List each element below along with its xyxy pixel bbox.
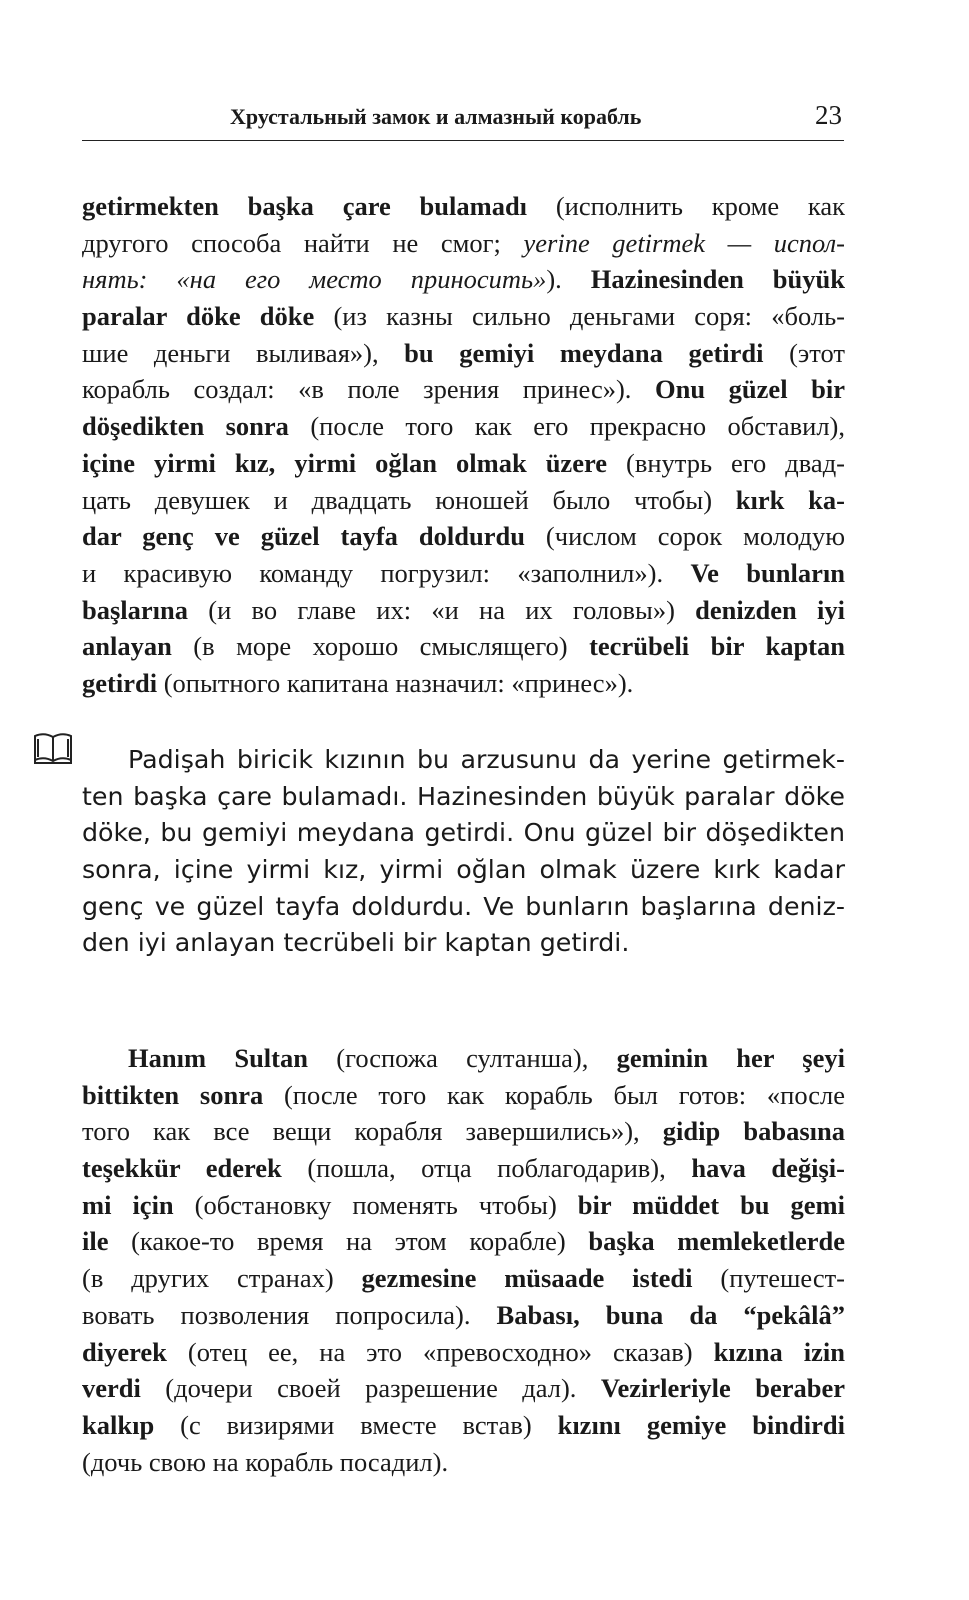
turkish-phrase: başka memleketlerde	[588, 1226, 846, 1257]
turkish-phrase: Ve bunların	[690, 557, 845, 588]
text-line	[82, 298, 845, 335]
translation-text: (в море хорошо смыслящего)	[171, 631, 590, 662]
turkish-phrase: Hazinesinden büyük	[590, 264, 845, 295]
text-line	[82, 628, 845, 665]
turkish-phrase: geminin her şeyi	[616, 1043, 845, 1073]
turkish-phrase: mi için	[82, 1189, 174, 1220]
turkish-phrase: döşedikten sonra	[82, 411, 289, 442]
translation-text: (дочь свою на корабль посадил).	[82, 1446, 449, 1477]
turkish-phrase: denizden iyi	[695, 594, 846, 625]
translation-text: (после того как его прекрасно обставил),	[288, 411, 845, 442]
text-line	[82, 225, 845, 262]
translation-text: того как все вещи корабля завершились»),	[82, 1116, 663, 1147]
turkish-phrase: gidip babasına	[662, 1116, 845, 1147]
translation-text: другого способа найти не смог;	[82, 227, 524, 258]
translation-text: цать девушек и двадцать юношей было чтобы)	[82, 484, 736, 515]
translation-text: (путешест-	[692, 1263, 845, 1294]
turkish-phrase: kızına izin	[713, 1336, 845, 1367]
book-icon	[32, 730, 74, 766]
translation-text: (внутрь его двад-	[607, 447, 845, 478]
turkish-phrase: teşekkür ederek	[82, 1153, 282, 1184]
translation-text: (и во главе их: «и на их головы»)	[188, 594, 696, 625]
turkish-phrase: dar genç ve güzel tayfa doldurdu	[82, 521, 525, 552]
translation-text: (пошла, отца поблагодарив),	[281, 1153, 692, 1184]
translation-text: и красивую команду погрузил: «заполнил»).	[82, 557, 691, 588]
text-line	[82, 1113, 845, 1150]
text-line	[82, 665, 845, 702]
text-line	[82, 371, 845, 408]
translation-text: (числом сорок молодую	[524, 521, 845, 552]
text-line	[82, 1297, 845, 1334]
turkish-phrase: paralar döke döke	[82, 301, 315, 332]
study-line: sonra, içine yirmi kız, yirmi oğlan olmak üzere kırk kadar	[82, 855, 845, 885]
turkish-phrase: hava değişi-	[691, 1153, 845, 1184]
study-line: döke, bu gemiyi meydana getirdi. Onu güzel bir döşedikten	[82, 818, 845, 848]
text-line	[82, 592, 845, 629]
text-line	[82, 1260, 845, 1297]
translation-text: шие деньги выливая»),	[82, 337, 405, 368]
text-line	[82, 445, 845, 482]
translation-paragraph-1	[82, 188, 845, 702]
turkish-phrase: Hanım Sultan	[128, 1043, 308, 1073]
text-line	[82, 261, 845, 298]
translation-text: (после того как корабль был готов: «после	[263, 1079, 845, 1110]
text-line	[82, 1407, 845, 1444]
turkish-phrase: bittikten sonra	[82, 1079, 264, 1110]
translation-text: (опытного капитана назначил: «принес»).	[157, 667, 634, 698]
turkish-phrase: tecrübeli bir kaptan	[589, 631, 845, 662]
turkish-phrase: bu gemiyi meydana getirdi	[404, 337, 764, 368]
note-phrase: нять: «на его место приносить»	[82, 264, 547, 295]
study-text	[82, 742, 845, 962]
translation-text: (из казны сильно деньгами соря: «боль-	[314, 301, 846, 332]
turkish-phrase: başlarına	[82, 594, 189, 625]
text-line	[82, 1040, 845, 1077]
translation-text: (с визирями вместе встав)	[154, 1409, 558, 1440]
turkish-phrase: bir müddet bu gemi	[577, 1189, 845, 1220]
study-line: den iyi anlayan tecrübeli bir kaptan getirdi.	[82, 928, 630, 958]
translation-text: (этот	[763, 337, 845, 368]
translation-text: вовать позволения попросила).	[82, 1299, 497, 1330]
page-header	[82, 96, 844, 141]
turkish-phrase: içine yirmi kız, yirmi oğlan olmak üzere	[82, 447, 608, 478]
turkish-phrase: getirdi	[82, 667, 158, 698]
text-line	[82, 1370, 845, 1407]
study-line: genç ve güzel tayfa doldurdu. Ve bunların başlarına deniz-	[82, 891, 845, 921]
note-phrase: yerine getirmek — испол-	[523, 227, 846, 258]
turkish-phrase: verdi	[82, 1373, 141, 1404]
text-line	[82, 518, 845, 555]
text-line	[82, 408, 845, 445]
turkish-phrase: kalkıp	[82, 1409, 155, 1440]
text-line	[82, 1223, 845, 1260]
translation-text: (обстановку поменять чтобы)	[173, 1189, 578, 1220]
study-line: ten başka çare bulamadı. Hazinesinden büyük paralar döke	[82, 781, 845, 811]
text-line	[82, 1187, 845, 1224]
translation-paragraph-2	[82, 1040, 845, 1480]
text-line	[82, 1334, 845, 1371]
turkish-phrase: gezmesine müsaade istedi	[361, 1263, 693, 1294]
translation-text: (дочери своей разрешение дал).	[140, 1373, 601, 1404]
turkish-phrase: anlayan	[82, 631, 172, 662]
translation-text: (госпожа султанша),	[308, 1043, 617, 1073]
translation-text: (в других странах)	[82, 1263, 362, 1294]
turkish-phrase: Vezirleriyle beraber	[600, 1373, 845, 1404]
turkish-phrase: Onu güzel bir	[655, 374, 846, 405]
text-line	[82, 188, 845, 225]
translation-text: (исполнить кроме как	[527, 191, 845, 221]
turkish-phrase: kızını gemiye bindirdi	[557, 1409, 845, 1440]
turkish-phrase: getirmekten başka çare bulamadı	[82, 191, 528, 221]
text-line	[82, 335, 845, 372]
text-line	[82, 1444, 845, 1481]
translation-text: (какое-то время на этом корабле)	[108, 1226, 589, 1257]
turkish-phrase: ile	[82, 1226, 109, 1257]
page-number: 23	[815, 100, 842, 130]
running-title: Хрустальный замок и алмазный корабль	[230, 104, 642, 129]
turkish-phrase: kırk ka-	[735, 484, 845, 515]
turkish-phrase: Babası, buna da “pekâlâ”	[496, 1299, 845, 1330]
translation-text: ).	[546, 264, 591, 295]
text-line	[82, 1150, 845, 1187]
text-line	[82, 482, 845, 519]
translation-text: (отец ее, на это «превосходно» сказав)	[166, 1336, 714, 1367]
turkish-phrase: diyerek	[82, 1336, 167, 1367]
text-line	[82, 1077, 845, 1114]
text-line	[82, 555, 845, 592]
translation-text: корабль создал: «в поле зрения принес»).	[82, 374, 656, 405]
study-line: Padişah biricik kızının bu arzusunu da yerine getirmek-	[128, 745, 845, 774]
